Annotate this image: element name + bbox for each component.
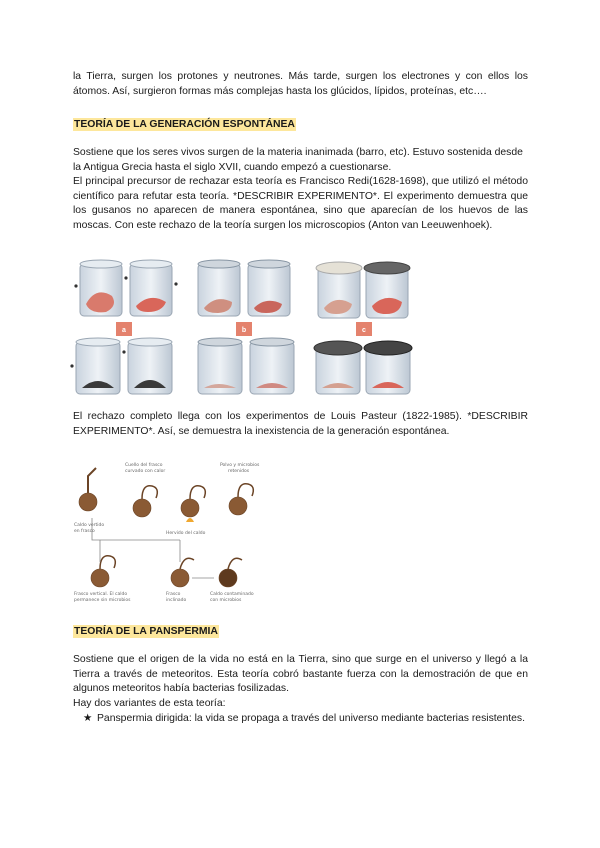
- jar-a2-maggots: [128, 338, 172, 394]
- jar-b-clean: [198, 338, 242, 394]
- jar-b-sealed: [198, 260, 240, 316]
- pasteur-experiment-figure: [70, 458, 280, 608]
- flask-boiling: [181, 499, 199, 517]
- label-b: [236, 322, 252, 336]
- flask-neck-curved: [133, 499, 151, 517]
- caption-neck-curved: Cuello del frasco: [125, 463, 163, 468]
- panspermia-heading: TEORÍA DE LA PANSPERMIA: [74, 626, 218, 637]
- flame-icon: [186, 518, 194, 522]
- generacion-paragraph-2: El principal precursor de rechazar esta teoría es Francisco Redi(1628-1698), que utilizó el método científico para refutar esta teoría. *DESCRIBIR EXPERIMENTO*. El experimento demuestra que los gusanos no aparecen de manera espontánea, sino que aparecían de los huevos de las moscas. Con este rechazo de la teoría surgen los microscopios (Anton van Leeuwenhoek).: [73, 176, 528, 231]
- jar-a2-open-top: [130, 260, 178, 316]
- label-c: [356, 322, 372, 336]
- label-a-text: a: [122, 327, 126, 334]
- generacion-paragraph-3: El rechazo completo llega con los experimentos de Louis Pasteur (1822-1985). *DESCRIBIR EXPERIMENTO*. Así, se demuestra la inexistencia de la generación espontánea.: [73, 411, 528, 437]
- jar-c2-flies-on-gauze: [364, 341, 412, 394]
- jar-b2-sealed: [248, 260, 290, 316]
- caption-tilted-2: inclinado: [166, 598, 187, 603]
- label-b-text: b: [241, 327, 247, 334]
- jar-c2-gauze: [364, 262, 410, 318]
- panspermia-paragraph-1: Sostiene que el origen de la vida no está en la Tierra, sino que surge en el universo y llegó a la Tierra a través de meteoritos. Esta teoría cobró bastante fuerza con la demostración de que en algunos meteoritos había bacterias fosilizadas.: [73, 654, 528, 695]
- caption-tilted: Frasco: [166, 592, 181, 597]
- caption-dust-2: retenidos: [228, 469, 250, 474]
- redi-experiment-figure: [66, 256, 426, 404]
- generacion-paragraph-1: Sostiene que los seres vivos surgen de la materia inanimada (barro, etc). Estuvo sostenida desde la Antigua Grecia hasta el siglo XVII, cuando empezó a cuestionarse.: [73, 147, 523, 173]
- star-bullet-icon: ★: [83, 713, 93, 724]
- caption-vertical: Frasco vertical. El caldo: [74, 592, 128, 597]
- panspermia-bullet-1: Panspermia dirigida: la vida se propaga a través del universo mediante bacterias resistentes.: [97, 713, 525, 724]
- flask-dust-retained: [229, 497, 247, 515]
- generacion-heading: TEORÍA DE LA GENERACIÓN ESPONTÁNEA: [74, 119, 295, 130]
- caption-pour-2: en frasco: [74, 529, 95, 534]
- caption-pour: Caldo vertido: [74, 523, 105, 528]
- caption-vertical-2: permanece sin microbios: [74, 598, 131, 603]
- flask-pour: [79, 493, 97, 511]
- jar-a-open-top: [74, 260, 127, 316]
- caption-contaminated: Caldo contaminado: [210, 592, 254, 597]
- jar-c-gauze: [316, 262, 362, 318]
- jar-a-maggots: [70, 338, 125, 394]
- panspermia-paragraph-2: Hay dos variantes de esta teoría:: [73, 698, 226, 709]
- jar-b2-clean: [250, 338, 294, 394]
- caption-neck-curved-2: curvado con calor: [125, 469, 166, 474]
- label-a: [116, 322, 132, 336]
- caption-boil: Hervido del caldo: [166, 531, 206, 536]
- caption-contaminated-2: con microbios: [210, 598, 242, 603]
- flask-contaminated: [219, 569, 237, 587]
- label-c-text: c: [362, 327, 366, 334]
- flask-tilted: [171, 569, 189, 587]
- flask-vertical: [91, 569, 109, 587]
- caption-dust: Polvo y microbios: [220, 463, 260, 468]
- jar-c-flies-on-gauze: [314, 341, 362, 394]
- intro-paragraph: la Tierra, surgen los protones y neutrones. Más tarde, surgen los electrones y con ellos los átomos. Así, surgieron formas más complejas hasta los glúcidos, lípidos, proteínas, etc….: [73, 71, 528, 97]
